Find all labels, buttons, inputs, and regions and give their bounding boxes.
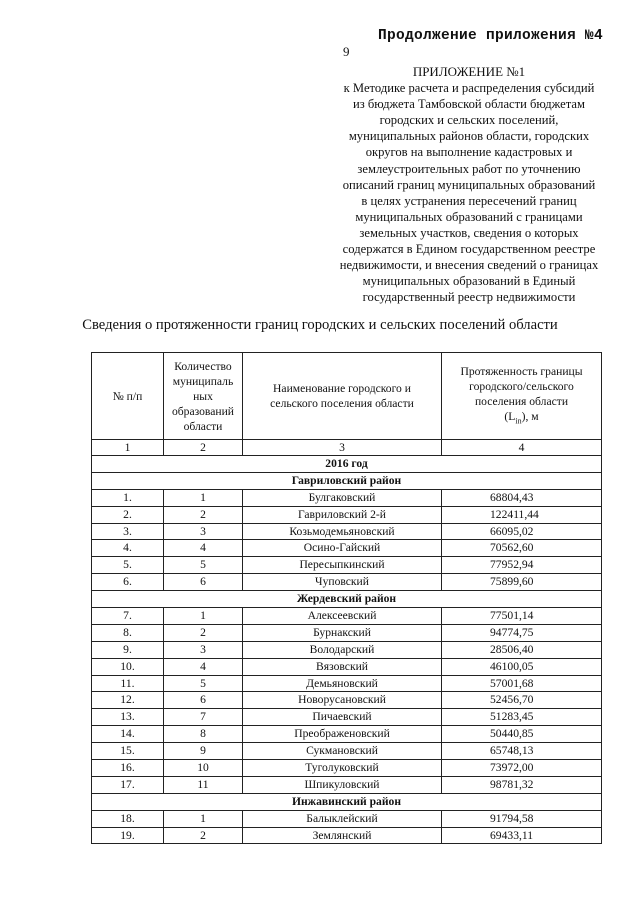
row-count: 4 (164, 540, 243, 557)
appendix-line: округов на выполнение кадастровых и (365, 145, 573, 160)
column-numbers-row (92, 440, 602, 456)
appendix-line: муниципальных образований в Единый (362, 274, 576, 289)
settlement-name: Новорусановский (243, 692, 442, 709)
district-name: Жердевский район (92, 591, 602, 608)
settlement-name: Туголуковский (243, 760, 442, 777)
appendix-line: к Методике расчета и распределения субсидий (343, 81, 595, 96)
appendix-line: содержатся в Едином государственном реестре (342, 242, 596, 257)
row-number: 12. (92, 692, 164, 709)
settlement-name: Бурнакский (243, 624, 442, 641)
settlement-name: Козьмодемьяновский (243, 523, 442, 540)
table-row (92, 540, 602, 557)
settlement-name: Володарский (243, 641, 442, 658)
continuation-stamp: Продолжение приложения №4 (378, 28, 604, 44)
row-count: 5 (164, 675, 243, 692)
row-number: 16. (92, 760, 164, 777)
column-number: 4 (442, 440, 602, 456)
boundary-length: 51283,45 (442, 709, 602, 726)
boundary-length: 77501,14 (442, 608, 602, 625)
boundary-length: 73972,00 (442, 760, 602, 777)
district-row (92, 793, 602, 810)
row-number: 11. (92, 675, 164, 692)
table-row (92, 726, 602, 743)
boundary-length: 69433,11 (442, 827, 602, 844)
boundary-length: 75899,60 (442, 574, 602, 591)
settlement-name: Шпикуловский (243, 776, 442, 793)
row-number: 8. (92, 624, 164, 641)
header-length (442, 353, 602, 440)
district-row (92, 591, 602, 608)
boundary-length: 77952,94 (442, 557, 602, 574)
appendix-line: муниципальных образований с границами (355, 209, 583, 224)
boundary-length: 66095,02 (442, 523, 602, 540)
settlement-name: Осино-Гайский (243, 540, 442, 557)
table-row (92, 776, 602, 793)
settlement-name: Булгаковский (243, 489, 442, 506)
table-row (92, 810, 602, 827)
row-count: 1 (164, 608, 243, 625)
table-row (92, 608, 602, 625)
document-title: Сведения о протяженности границ городских и сельских поселений области (82, 317, 558, 333)
boundary-length: 70562,60 (442, 540, 602, 557)
boundary-length: 91794,58 (442, 810, 602, 827)
appendix-line: городских и сельских поселений, (379, 113, 559, 128)
boundary-length: 65748,13 (442, 743, 602, 760)
boundaries-table (91, 352, 602, 844)
row-number: 4. (92, 540, 164, 557)
header-line: ных (193, 389, 213, 403)
appendix-line: недвижимости, и внесения сведений о границах (339, 258, 599, 273)
header-line: муниципаль (172, 374, 234, 388)
row-count: 3 (164, 523, 243, 540)
table-row (92, 641, 602, 658)
row-count: 3 (164, 641, 243, 658)
header-line: сельского поселения области (270, 397, 414, 410)
header-line: городского/сельского (469, 379, 574, 393)
header-line: Наименование городского и (273, 382, 411, 395)
table-row (92, 523, 602, 540)
district-name: Инжавинский район (92, 793, 602, 810)
table-row (92, 760, 602, 777)
row-number: 10. (92, 658, 164, 675)
header-line: Количество (174, 359, 232, 373)
header-name (243, 353, 442, 440)
row-number: 17. (92, 776, 164, 793)
year-row (92, 456, 602, 473)
boundary-length: 50440,85 (442, 726, 602, 743)
table-row (92, 489, 602, 506)
row-count: 6 (164, 574, 243, 591)
appendix-block (326, 64, 612, 305)
row-number: 5. (92, 557, 164, 574)
appendix-heading: ПРИЛОЖЕНИЕ №1 (412, 64, 526, 79)
row-count: 7 (164, 709, 243, 726)
appendix-line: землеустроительных работ по уточнению (357, 161, 581, 176)
settlement-name: Гавриловский 2-й (243, 506, 442, 523)
appendix-text (326, 80, 612, 305)
appendix-line: в целях устранения пересечений границ (361, 193, 577, 208)
boundary-length: 57001,68 (442, 675, 602, 692)
appendix-line: муниципальных районов области, городских (348, 129, 590, 144)
boundary-length: 28506,40 (442, 641, 602, 658)
settlement-name: Сукмановский (243, 743, 442, 760)
appendix-line: государственный реестр недвижимости (362, 290, 576, 305)
settlement-name: Демьяновский (243, 675, 442, 692)
boundary-length: 122411,44 (442, 506, 602, 523)
header-line: поселения области (474, 394, 569, 408)
row-number: 14. (92, 726, 164, 743)
table-row (92, 658, 602, 675)
table-row (92, 506, 602, 523)
boundary-length: 68804,43 (442, 489, 602, 506)
row-count: 10 (164, 760, 243, 777)
column-number: 1 (92, 440, 164, 456)
settlement-name: Землянский (243, 827, 442, 844)
row-number: 7. (92, 608, 164, 625)
row-count: 8 (164, 726, 243, 743)
boundary-length: 46100,05 (442, 658, 602, 675)
row-number: 13. (92, 709, 164, 726)
column-number: 2 (164, 440, 243, 456)
header-line: образований (171, 404, 235, 418)
header-line: области (183, 419, 223, 433)
table-row (92, 827, 602, 844)
settlement-name: Вязовский (243, 658, 442, 675)
row-count: 1 (164, 489, 243, 506)
boundary-length: 94774,75 (442, 624, 602, 641)
settlement-name: Преображеновский (243, 726, 442, 743)
appendix-line: земельных участков, сведения о которых (359, 225, 579, 240)
header-count (164, 353, 243, 440)
district-row (92, 472, 602, 489)
table-row (92, 743, 602, 760)
settlement-name: Пересыпкинский (243, 557, 442, 574)
table-row (92, 692, 602, 709)
row-number: 6. (92, 574, 164, 591)
row-count: 2 (164, 827, 243, 844)
settlement-name: Чуповский (243, 574, 442, 591)
row-count: 5 (164, 557, 243, 574)
row-number: 9. (92, 641, 164, 658)
row-number: 15. (92, 743, 164, 760)
row-number: 1. (92, 489, 164, 506)
page-number: 9 (343, 44, 350, 59)
boundary-length: 52456,70 (442, 692, 602, 709)
year-label: 2016 год (92, 456, 602, 473)
header-line: Протяженность границы (460, 364, 583, 378)
appendix-line: из бюджета Тамбовской области бюджетам (353, 97, 585, 112)
row-count: 1 (164, 810, 243, 827)
header-number: № п/п (92, 353, 164, 440)
appendix-line: описаний границ муниципальных образований (342, 177, 596, 192)
table-row (92, 675, 602, 692)
row-count: 2 (164, 624, 243, 641)
table-row (92, 574, 602, 591)
table-row (92, 557, 602, 574)
boundary-length: 98781,32 (442, 776, 602, 793)
column-number: 3 (243, 440, 442, 456)
table-row (92, 709, 602, 726)
row-number: 19. (92, 827, 164, 844)
row-count: 9 (164, 743, 243, 760)
row-count: 11 (164, 776, 243, 793)
table-header-row (92, 353, 602, 440)
row-number: 2. (92, 506, 164, 523)
row-count: 4 (164, 658, 243, 675)
district-name: Гавриловский район (92, 472, 602, 489)
row-count: 2 (164, 506, 243, 523)
settlement-name: Пичаевский (243, 709, 442, 726)
settlement-name: Алексеевский (243, 608, 442, 625)
row-number: 18. (92, 810, 164, 827)
settlement-name: Балыклейский (243, 810, 442, 827)
table-row (92, 624, 602, 641)
row-number: 3. (92, 523, 164, 540)
row-count: 6 (164, 692, 243, 709)
header-unit: $(L_{in})$, м (504, 409, 539, 426)
